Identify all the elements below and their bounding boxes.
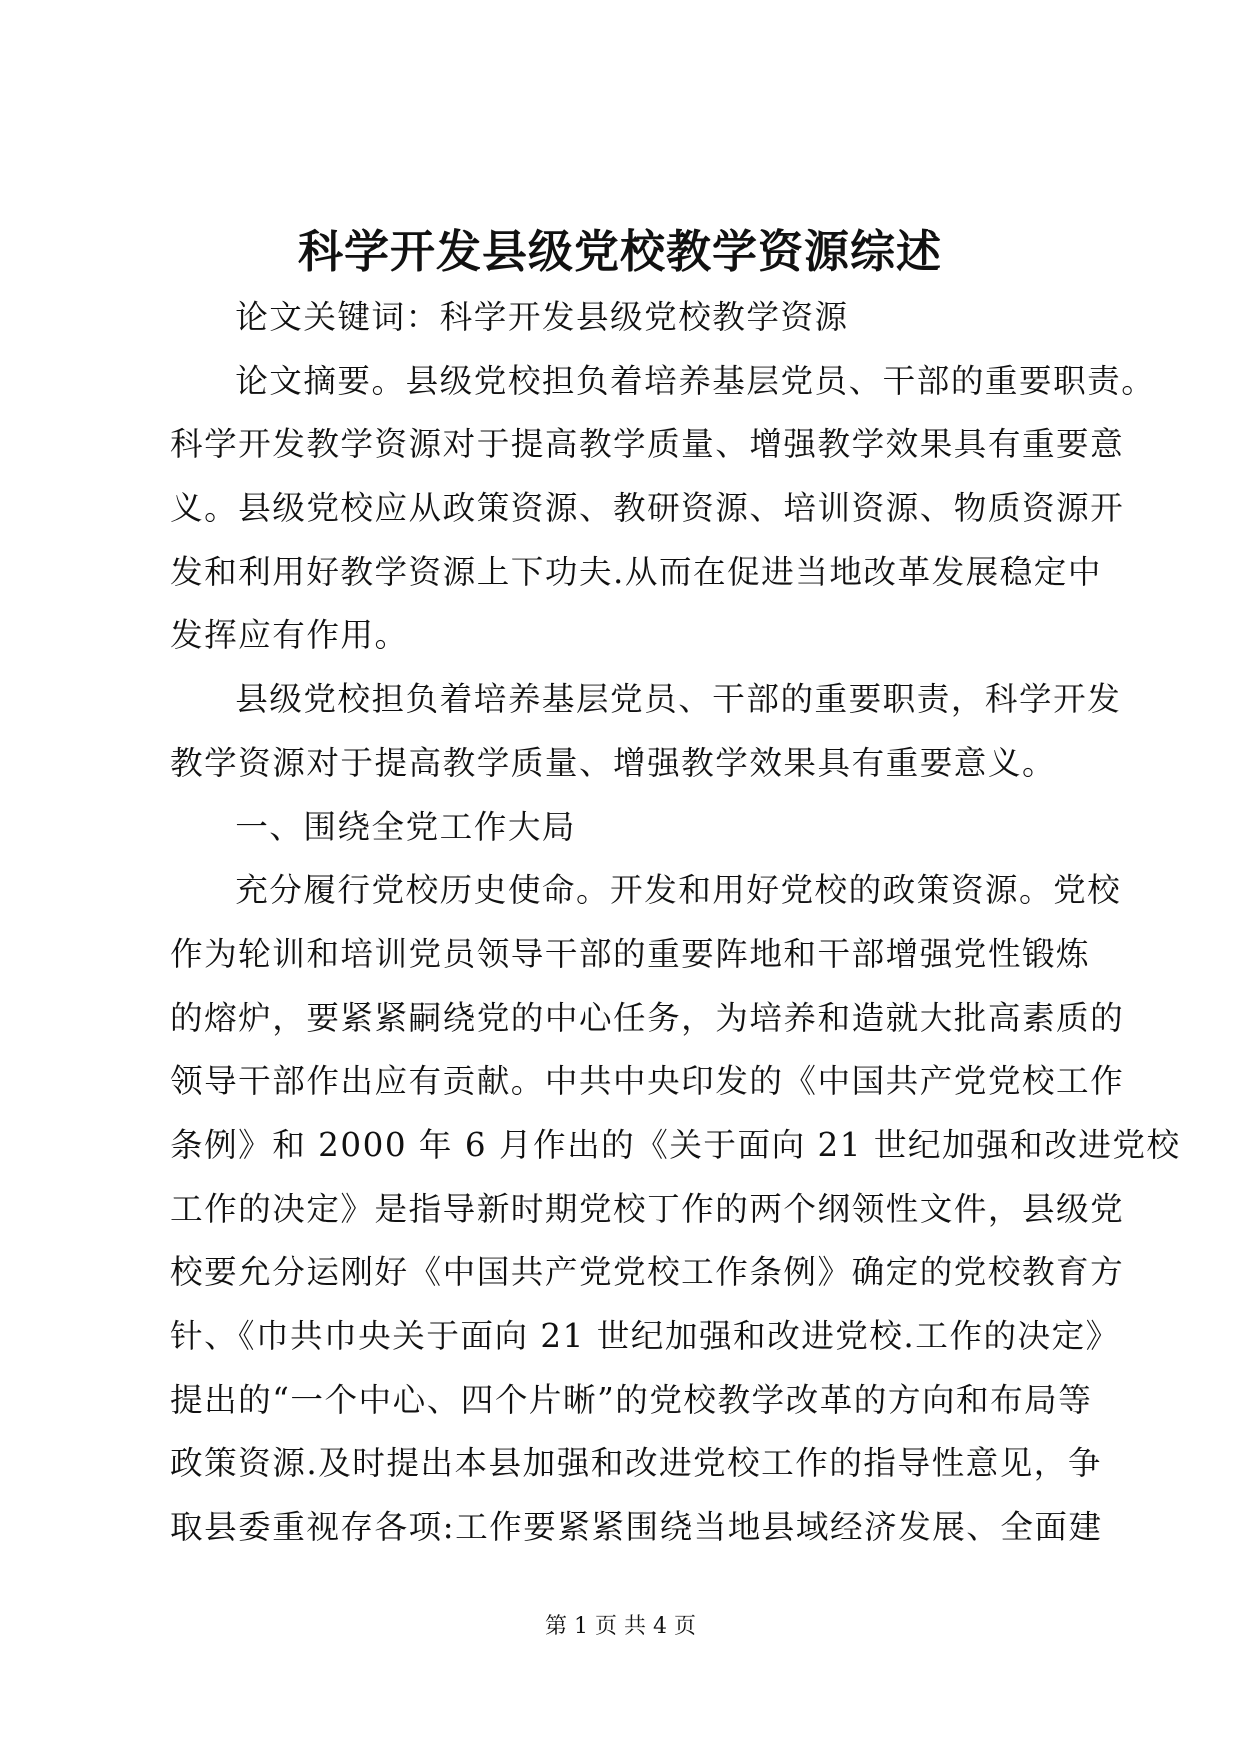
text-line: 充分履行党校历史使命。开发和用好党校的政策资源。党校 — [235, 871, 1122, 910]
text-line: 取县委重视存各项:工作要紧紧围绕当地县域经济发展、全面建 — [170, 1508, 1103, 1547]
text-line: 论文摘要。县级党校担负着培养基层党员、干部的重要职责。 — [235, 361, 1156, 400]
text-line: 的熔炉，要紧紧嗣绕党的中心任务，为培养和造就大批高素质的 — [170, 998, 1125, 1037]
body-paragraph — [170, 859, 1181, 1560]
document-title: 科学开发县级党校教学资源综述 — [297, 225, 942, 278]
text-line: 工作的决定》是指导新时期党校丁作的两个纲领性文件，县级党 — [170, 1189, 1125, 1228]
intro-paragraph — [170, 668, 1122, 795]
document-body — [170, 286, 1181, 1560]
text-line: 发和利用好教学资源上下功夫.从而在促进当地改革发展稳定中 — [170, 552, 1102, 591]
text-line: 论文关键词：科学开发县级党校教学资源 — [235, 298, 849, 336]
text-line: 县级党校担负着培养基层党员、干部的重要职责，科学开发 — [235, 680, 1122, 719]
text-line: 发挥应有作用。 — [170, 616, 409, 655]
text-line: 条例》和 2000 年 6 月作出的《关于面向 21 世纪加强和改进党校 — [170, 1125, 1181, 1164]
text-line: 一、围绕全党工作大局 — [235, 807, 576, 846]
text-line: 针、《巾共巾央关于面向 21 世纪加强和改进党校.工作的决定》 — [170, 1317, 1120, 1355]
text-line: 科学开发教学资源对于提高教学质量、增强教学效果具有重要意 — [170, 425, 1125, 464]
text-line: 义。县级党校应从政策资源、教研资源、培训资源、物质资源开 — [170, 489, 1125, 528]
text-line: 政策资源.及时提出本县加强和改进党校工作的指导性意见，争 — [170, 1444, 1102, 1483]
section-heading — [170, 796, 1076, 860]
page-number-footer: 第 1 页 共 4 页 — [545, 1614, 696, 1639]
text-line: 作为轮训和培训党员领导干部的重要阵地和干部增强党性锻炼 — [170, 934, 1091, 973]
text-line: 校要允分运刚好《中国共产党党校工作条例》确定的党校教育方 — [170, 1253, 1125, 1292]
text-line: 领导干部作出应有贡献。中共中央印发的《中国共产党党校工作 — [170, 1062, 1125, 1101]
text-line: 教学资源对于提高教学质量、增强教学效果具有重要意义。 — [170, 743, 1057, 782]
keywords-paragraph — [170, 286, 1076, 350]
abstract-paragraph — [170, 350, 1156, 668]
text-line: 提出的“一个中心、四个片晰”的党校教学改革的方向和布局等 — [170, 1380, 1093, 1419]
